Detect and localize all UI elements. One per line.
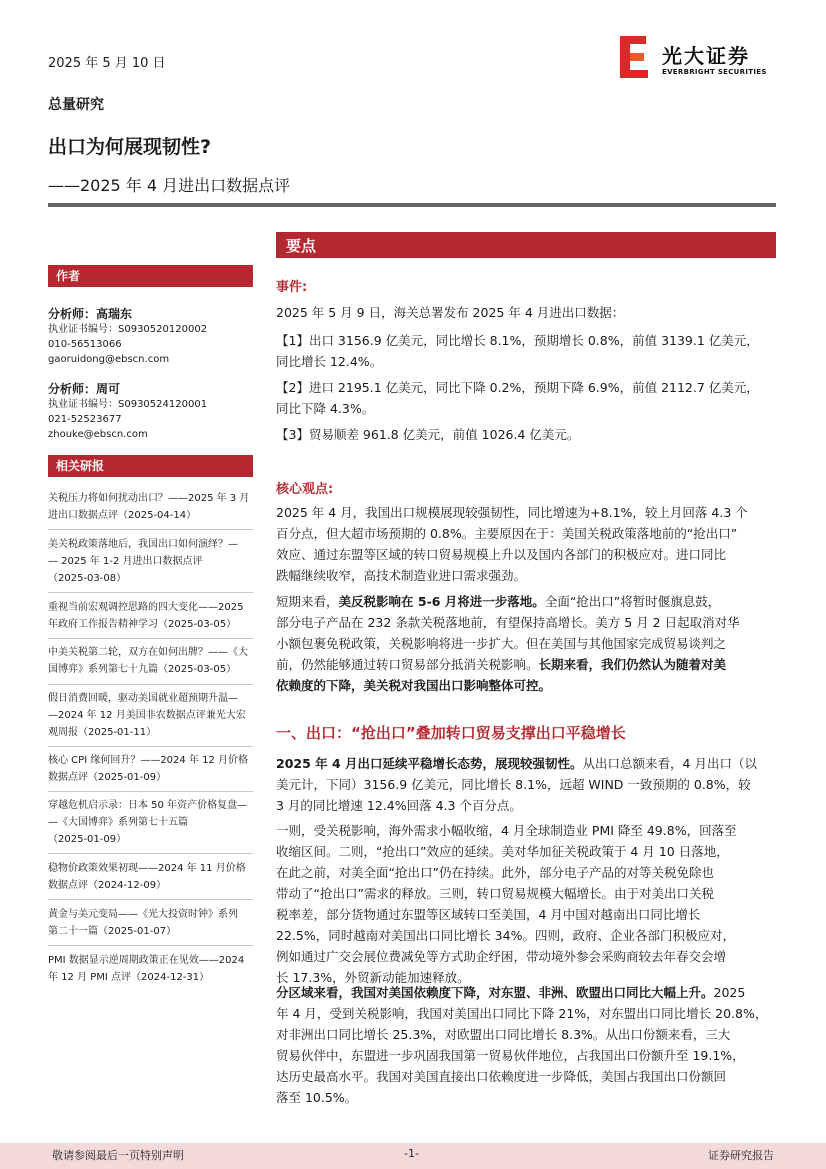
logo-name: 光大证券 — [662, 44, 750, 68]
section-1-title: 一、出口：“抢出口”叠加转口贸易支撑出口平稳增长 — [276, 724, 626, 742]
core-paragraph-1 — [276, 502, 776, 586]
text-run: 2025 — [713, 985, 746, 1000]
related-report-line: 数据点评（2024-12-09） — [48, 880, 167, 891]
key-points-band — [276, 232, 776, 258]
paragraph-line: 例如通过广交会展位费减免等方式助企纾困，带动境外参会采购商较去年春交会增 — [276, 949, 727, 964]
related-report[interactable] — [48, 690, 260, 741]
paragraph-line — [276, 753, 776, 774]
related-report[interactable] — [48, 752, 260, 786]
related-report[interactable] — [48, 536, 260, 587]
event-item-3: 【3】贸易顺差 961.8 亿美元，前值 1026.4 亿美元。 — [276, 427, 580, 442]
paragraph-line: 百分点，但大超市场预期的 0.8%。主要原因在于：美国关税政策落地前的“抢出口” — [276, 526, 738, 541]
related-divider — [48, 899, 253, 900]
related-report-line: 穿越危机启示录：日本 50 年资产价格复盘— — [48, 800, 248, 811]
event-item-1 — [276, 330, 776, 372]
bold-text-run: 分区域来看，我国对美国依赖度下降，对东盟、非洲、欧盟出口同比大幅上升。 — [276, 985, 714, 1000]
page-footer — [0, 1143, 826, 1169]
related-divider — [48, 529, 253, 530]
bold-text-run: 长期来看，我们仍然认为随着对美 — [538, 657, 727, 672]
related-report-line: 美关税政策落地后，我国出口如何演绎？— — [48, 539, 238, 550]
paragraph-line: 长 17.3%，外贸新动能加速释放。 — [276, 970, 470, 985]
paragraph-line: 税率差，部分货物通过东盟等区域转口至美国，4 月中国对越南出口同比增长 — [276, 907, 701, 922]
bold-text-run: 2025 年 4 月出口延续平稳增长态势，展现较强韧性。 — [276, 756, 583, 771]
paragraph-line: 22.5%，同时越南对美国出口同比增长 34%。四则，政府、企业各部门积极应对， — [276, 928, 735, 943]
analyst-1-info — [48, 322, 207, 367]
report-category: 总量研究 — [48, 97, 104, 113]
related-divider — [48, 638, 253, 639]
event-item-line: 【2】进口 2195.1 亿美元，同比下降 0.2%，预期下降 6.9%，前值 2112.7 亿美元， — [276, 380, 759, 395]
related-report[interactable] — [48, 644, 260, 678]
analyst-1-name: 分析师：高瑞东 — [48, 307, 133, 321]
paragraph-line: 一则，受关税影响，海外需求小幅收缩，4 月全球制造业 PMI 降至 49.8%，回落至 — [276, 823, 737, 838]
footer-disclaimer[interactable]: 敬请参阅最后一页特别声明 — [52, 1149, 184, 1162]
report-subtitle: ——2025 年 4 月进出口数据点评 — [48, 176, 291, 195]
core-paragraph-2 — [276, 591, 776, 696]
paragraph-line: 效应、通过东盟等区域的转口贸易规模上升以及国内各部门的积极应对。进口同比 — [276, 547, 727, 562]
text-run: 全面“抢出口”将暂时偃旗息鼓， — [544, 594, 721, 609]
related-report[interactable] — [48, 490, 260, 524]
analyst-2-email[interactable]: zhouke@ebscn.com — [48, 429, 148, 440]
paragraph-line: 对非洲出口同比增长 25.3%，对欧盟出口同比增长 8.3%。从出口份额来看，三大 — [276, 1027, 731, 1042]
related-report-line: 假日消费回暖，驱动美国就业超预期升温— — [48, 693, 238, 704]
related-divider — [48, 746, 253, 747]
event-item-line: 同比增长 12.4%。 — [276, 354, 383, 369]
related-report-line: （2025-01-09） — [48, 834, 127, 845]
report-date: 2025 年 5 月 10 日 — [48, 56, 166, 71]
paragraph-line: 在此之前，对美全面“抢出口”仍在持续。此外，部分电子产品的对等关税免除也 — [276, 865, 714, 880]
everbright-logo — [616, 34, 786, 82]
related-report-line: —《大国博弈》系列第七十五篇 — [48, 817, 188, 828]
logo-subtitle: EVERBRIGHT SECURITIES — [662, 68, 767, 76]
related-report-line: 进出口数据点评（2025-04-14） — [48, 510, 197, 521]
related-report-line: 稳物价政策效果初现——2024 年 11 月价格 — [48, 863, 246, 874]
key-points-title: 要点 — [286, 237, 317, 255]
analyst-1-email[interactable]: gaoruidong@ebscn.com — [48, 354, 170, 365]
related-report[interactable] — [48, 797, 260, 848]
text-run: 短期来看， — [276, 594, 339, 609]
paragraph-line: 3 月的同比增速 12.4%回落 4.3 个百分点。 — [276, 798, 522, 813]
event-item-line: 【1】出口 3156.9 亿美元，同比增长 8.1%，预期增长 0.8%，前值 3139.1 亿美元， — [276, 333, 759, 348]
paragraph-line: 贸易伙伴中，东盟进一步巩固我国第一贸易伙伴地位，占我国出口份额升至 19.1%， — [276, 1048, 745, 1063]
related-report-line: （2025-03-08） — [48, 573, 127, 584]
event-label: 事件: — [276, 280, 308, 295]
related-divider — [48, 853, 253, 854]
everbright-logo-icon — [616, 34, 656, 80]
related-report-line: 年 12 月 PMI 点评（2024-12-31） — [48, 972, 210, 983]
paragraph-line — [276, 654, 776, 675]
section-1-paragraph-2 — [276, 820, 776, 988]
authors-band: 作者 — [48, 265, 253, 287]
paragraph-line: 小额包裹免税政策，关税影响将进一步扩大。但在美国与其他国家完成贸易谈判之 — [276, 636, 727, 651]
header-divider — [48, 203, 776, 207]
related-report-line: 年政府工作报告精神学习（2025-03-05） — [48, 619, 237, 630]
bold-text-run: 美反税影响在 5-6 月将进一步落地。 — [338, 594, 545, 609]
analyst-2-info — [48, 397, 207, 442]
related-divider — [48, 684, 253, 685]
related-report-line: 黄金与美元变局——《光大投资时钟》系列 — [48, 909, 238, 920]
related-report-line: — 2025 年 1-2 月进出口数据点评 — [48, 556, 203, 567]
paragraph-line: 达历史最高水平。我国对美国直接出口依赖度进一步降低，美国占我国出口份额回 — [276, 1069, 727, 1084]
paragraph-line — [276, 591, 776, 612]
analyst-1-cert: 执业证书编号：S0930520120002 — [48, 324, 208, 335]
paragraph-line: 落至 10.5%。 — [276, 1090, 358, 1105]
related-report-line: 中美关税第二轮，双方在如何出牌？——《大 — [48, 647, 248, 658]
related-report[interactable] — [48, 860, 260, 894]
analyst-2-cert: 执业证书编号：S0930524120001 — [48, 399, 208, 410]
event-item-2 — [276, 377, 776, 419]
analyst-2-phone: 021-52523677 — [48, 414, 122, 425]
event-item-line: 同比下降 4.3%。 — [276, 401, 375, 416]
related-report[interactable] — [48, 952, 260, 986]
section-1-paragraph-1 — [276, 753, 776, 816]
related-divider — [48, 945, 253, 946]
paragraph-line: 年 4 月，受到关税影响，我国对美国出口同比下降 21%，对东盟出口同比增长 20.8%， — [276, 1006, 768, 1021]
related-report[interactable] — [48, 599, 260, 633]
related-report-line: 观周报（2025-01-11） — [48, 727, 157, 738]
paragraph-line: 收缩区间。二则，“抢出口”效应的延续。美对华加征关税政策于 4 月 10 日落地， — [276, 844, 729, 859]
related-divider — [48, 791, 253, 792]
related-report-line: —2024 年 12 月美国非农数据点评兼光大宏 — [48, 710, 246, 721]
section-1-paragraph-3 — [276, 982, 776, 1108]
paragraph-line: 带动了“抢出口”需求的释放。三则，转口贸易规模大幅增长。由于对美出口关税 — [276, 886, 714, 901]
core-views-label: 核心观点: — [276, 482, 334, 497]
text-run: 前，仍然能够通过转口贸易部分抵消关税影响。 — [276, 657, 539, 672]
related-divider — [48, 592, 253, 593]
related-report-line: 核心 CPI 缘何回升？——2024 年 12 月价格 — [48, 755, 249, 766]
related-report-line: PMI 数据显示逆周期政策正在见效——2024 — [48, 955, 245, 966]
related-report-line: 数据点评（2025-01-09） — [48, 772, 167, 783]
related-research-band: 相关研报 — [48, 455, 253, 477]
paragraph-line: 部分电子产品在 232 条款关税落地前，有望保持高增长。美方 5 月 2 日起取消对华 — [276, 615, 740, 630]
report-title: 出口为何展现韧性? — [48, 136, 212, 158]
paragraph-line: 2025 年 4 月，我国出口规模展现较强韧性，同比增速为+8.1%，较上月回落 4.3 个 — [276, 505, 748, 520]
text-run: 从出口总额来看，4 月出口（以 — [582, 756, 757, 771]
paragraph-line: 美元计，下同）3156.9 亿美元，同比增长 8.1%，远超 WIND 一致预期的 0.8%，较 — [276, 777, 751, 792]
paragraph-line: 依赖度的下降，美关税对我国出口影响整体可控。 — [276, 678, 552, 693]
related-report-line: 国博弈》系列第七十九篇（2025-03-05） — [48, 664, 237, 675]
related-report[interactable] — [48, 906, 260, 940]
related-report-line: 第二十一篇（2025-01-07） — [48, 926, 177, 937]
analyst-2-name: 分析师：周可 — [48, 382, 121, 396]
paragraph-line: 跌幅继续收窄，高技术制造业进口需求强劲。 — [276, 568, 527, 583]
event-intro: 2025 年 5 月 9 日，海关总署发布 2025 年 4 月进出口数据： — [276, 305, 625, 320]
paragraph-line — [276, 982, 776, 1003]
footer-report-type: 证券研究报告 — [708, 1149, 774, 1162]
related-report-line: 重视当前宏观调控思路的四大变化——2025 — [48, 602, 244, 613]
related-report-line: 关税压力将如何扰动出口？——2025 年 3 月 — [48, 493, 250, 504]
analyst-1-phone: 010-56513066 — [48, 339, 122, 350]
page-number: -1- — [404, 1147, 419, 1160]
